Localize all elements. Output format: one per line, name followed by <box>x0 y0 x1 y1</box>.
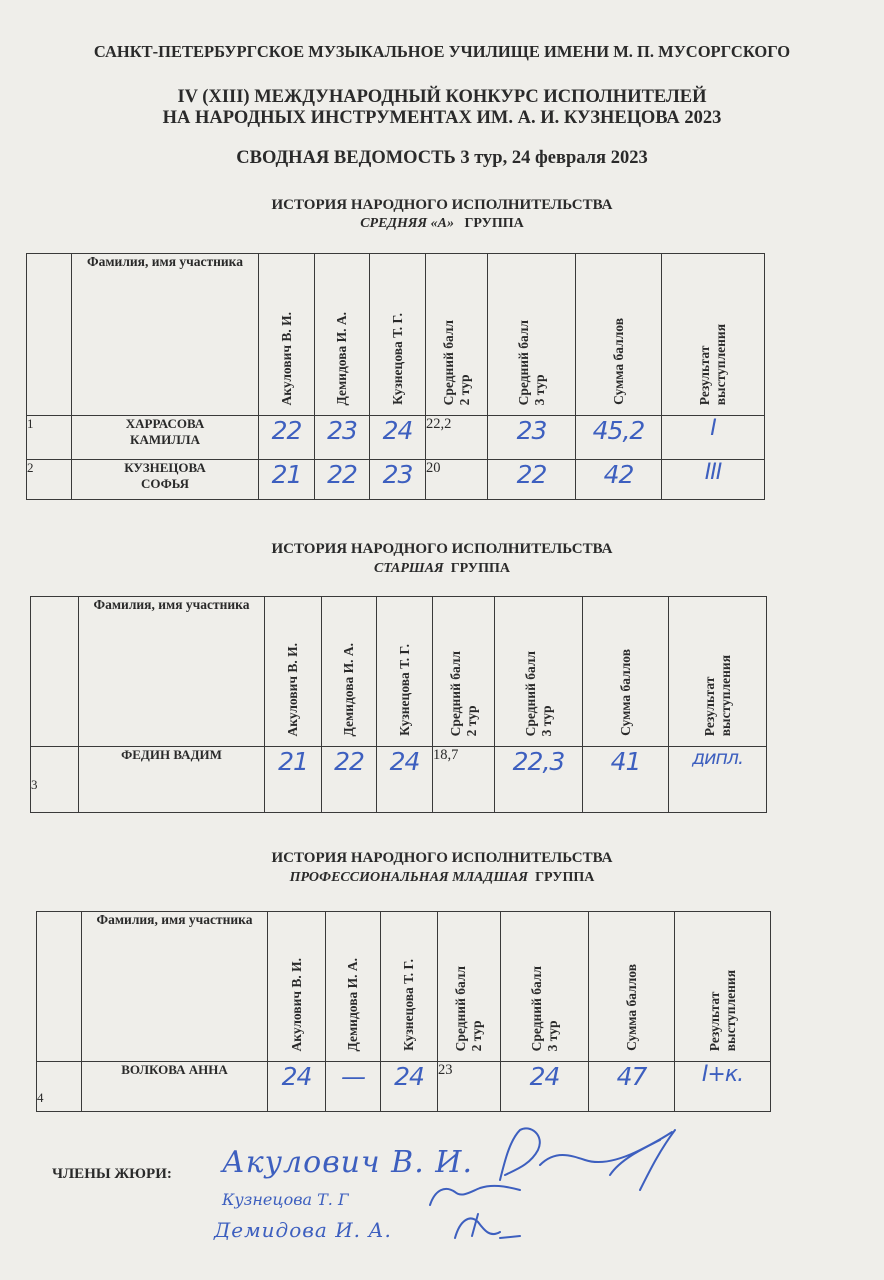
avg3-header: Средний балл 3 тур <box>501 912 589 1062</box>
judge2-score: 23 <box>315 416 370 460</box>
judge1-score: 24 <box>268 1062 326 1112</box>
group-name: ПРОФЕССИОНАЛЬНАЯ МЛАДШАЯ <box>289 870 529 885</box>
judge2-score: 22 <box>322 747 377 813</box>
judge2-score: — <box>326 1062 381 1112</box>
name-header: Фамилия, имя участника <box>79 597 265 747</box>
name-header: Фамилия, имя участника <box>72 254 259 416</box>
avg2-score: 18,7 <box>433 747 495 813</box>
result-value: I+к. <box>675 1062 771 1112</box>
section-title: ИСТОРИЯ НАРОДНОГО ИСПОЛНИТЕЛЬСТВА <box>271 850 613 866</box>
result-header: Результат выступления <box>669 597 767 747</box>
signature-scribble-bottom <box>455 1214 520 1238</box>
group-word: ГРУППА <box>450 561 510 576</box>
judge3-score: 24 <box>381 1062 438 1112</box>
judge2-header: Демидова И. А. <box>322 597 377 747</box>
judge2-header: Демидова И. А. <box>315 254 370 416</box>
participant-name: ВОЛКОВА АННА <box>82 1062 268 1112</box>
row-number: 3 <box>31 747 79 813</box>
participant-name: ХАРРАСОВА КАМИЛЛА <box>72 416 259 460</box>
result-value: дипл. <box>669 747 767 813</box>
participant-name: КУЗНЕЦОВА СОФЬЯ <box>72 460 259 500</box>
jury-signature-akulovich: Акулович В. И. <box>222 1145 473 1180</box>
group-word: ГРУППА <box>464 216 524 231</box>
judge3-header: Кузнецова Т. Г. <box>377 597 433 747</box>
sum-score: 47 <box>589 1062 675 1112</box>
judge1-score: 22 <box>259 416 315 460</box>
jury-label: ЧЛЕНЫ ЖЮРИ: <box>52 1166 172 1182</box>
judge2-score: 22 <box>315 460 370 500</box>
avg3-score: 22,3 <box>495 747 583 813</box>
avg3-score: 23 <box>488 416 576 460</box>
judge2-header: Демидова И. А. <box>326 912 381 1062</box>
row-number: 2 <box>27 460 72 500</box>
group-name: СРЕДНЯЯ «А» <box>360 216 455 231</box>
avg2-header: Средний балл 2 тур <box>438 912 501 1062</box>
sum-score: 41 <box>583 747 669 813</box>
signature-scribble-large <box>500 1128 675 1190</box>
judge3-score: 23 <box>370 460 426 500</box>
sum-header: Сумма баллов <box>589 912 675 1062</box>
judge3-score: 24 <box>370 416 426 460</box>
name-header: Фамилия, имя участника <box>82 912 268 1062</box>
avg2-score: 22,2 <box>426 416 488 460</box>
avg2-header: Средний балл 2 тур <box>433 597 495 747</box>
judge1-score: 21 <box>265 747 322 813</box>
judge1-header: Акулович В. И. <box>265 597 322 747</box>
judge1-header: Акулович В. И. <box>259 254 315 416</box>
group-word: ГРУППА <box>535 870 595 885</box>
contest-title-line2: НА НАРОДНЫХ ИНСТРУМЕНТАХ ИМ. А. И. КУЗНЕЦОВА 2023 <box>162 108 722 128</box>
summary-title: СВОДНАЯ ВЕДОМОСТЬ 3 тур, 24 февраля 2023 <box>236 148 648 168</box>
avg3-header: Средний балл 3 тур <box>488 254 576 416</box>
judge3-header: Кузнецова Т. Г. <box>370 254 426 416</box>
result-header: Результат выступления <box>675 912 771 1062</box>
sum-header: Сумма баллов <box>576 254 662 416</box>
judge1-header: Акулович В. И. <box>268 912 326 1062</box>
judge1-score: 21 <box>259 460 315 500</box>
avg2-header: Средний балл 2 тур <box>426 254 488 416</box>
avg3-score: 24 <box>501 1062 589 1112</box>
result-value: III <box>662 460 765 500</box>
avg2-score: 20 <box>426 460 488 500</box>
sum-score: 42 <box>576 460 662 500</box>
avg3-score: 22 <box>488 460 576 500</box>
contest-title-line1: IV (XIII) МЕЖДУНАРОДНЫЙ КОНКУРС ИСПОЛНИТЕЛЕЙ <box>177 87 707 107</box>
jury-signature-kuznetsova: Кузнецова Т. Г <box>222 1190 349 1209</box>
result-value: I <box>662 416 765 460</box>
section-title: ИСТОРИЯ НАРОДНОГО ИСПОЛНИТЕЛЬСТВА <box>271 541 613 557</box>
participant-name: ФЕДИН ВАДИМ <box>79 747 265 813</box>
group-name: СТАРШАЯ <box>374 561 444 576</box>
jury-signature-demidova: Демидова И. А. <box>214 1218 392 1242</box>
sum-header: Сумма баллов <box>583 597 669 747</box>
sum-score: 45,2 <box>576 416 662 460</box>
result-header: Результат выступления <box>662 254 765 416</box>
signature-scribble-small <box>430 1186 520 1205</box>
row-number: 4 <box>37 1062 82 1112</box>
school-name: САНКТ-ПЕТЕРБУРГСКОЕ МУЗЫКАЛЬНОЕ УЧИЛИЩЕ ИМЕНИ М. П. МУСОРГСКОГО <box>93 42 791 61</box>
judge3-score: 24 <box>377 747 433 813</box>
avg2-score: 23 <box>438 1062 501 1112</box>
row-number: 1 <box>27 416 72 460</box>
avg3-header: Средний балл 3 тур <box>495 597 583 747</box>
judge3-header: Кузнецова Т. Г. <box>381 912 438 1062</box>
section-title: ИСТОРИЯ НАРОДНОГО ИСПОЛНИТЕЛЬСТВА <box>271 197 613 213</box>
